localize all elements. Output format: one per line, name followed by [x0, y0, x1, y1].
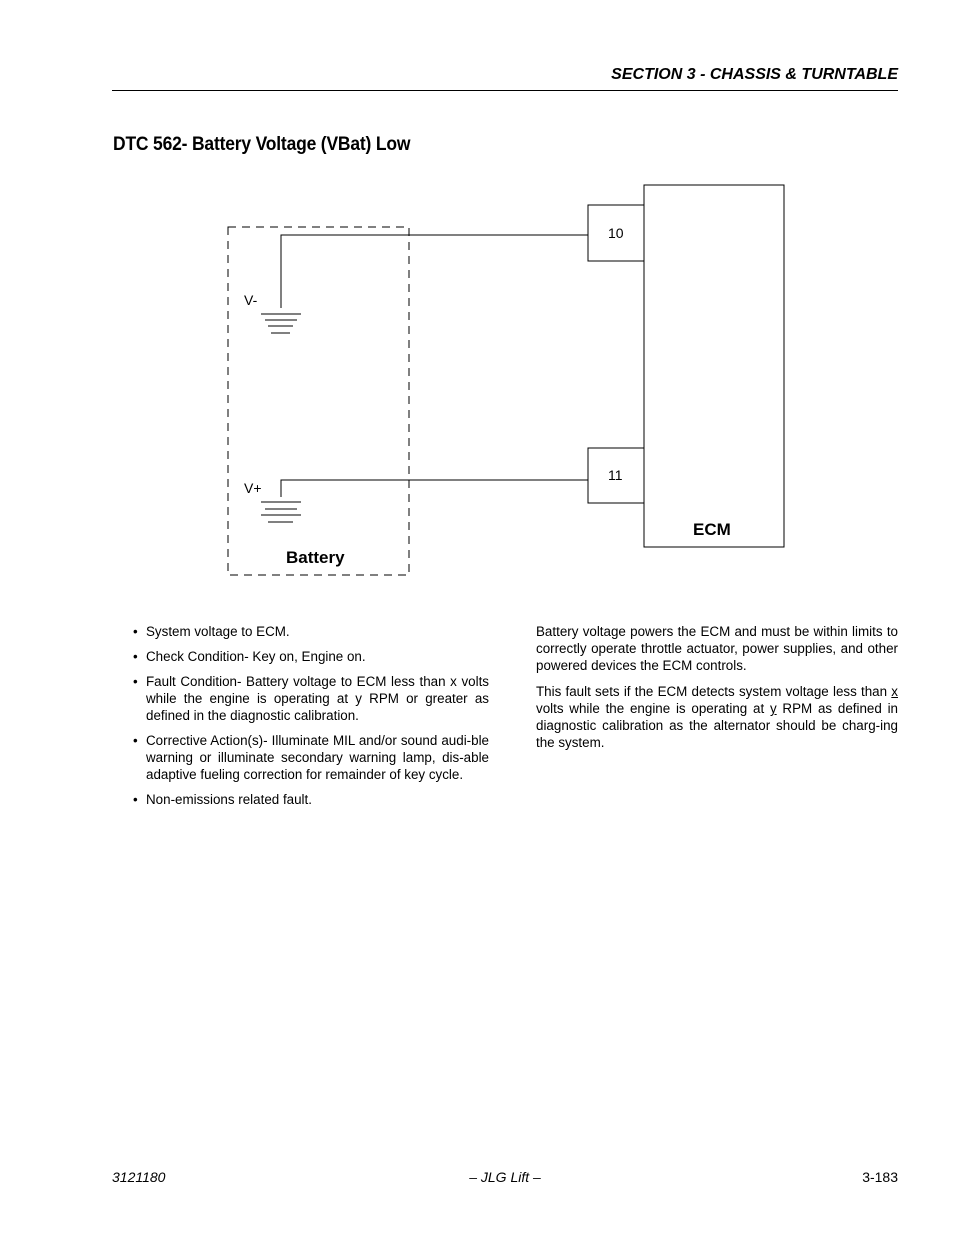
description-paragraph: Battery voltage powers the ECM and must be within limits to correctly operate throttle actuator, power supplies, and other powered devices the ECM controls. — [536, 624, 898, 673]
ecm-label: ECM — [693, 520, 731, 539]
right-column — [536, 623, 898, 760]
page-number: 3-183 — [862, 1169, 898, 1185]
v-plus-label: V+ — [244, 480, 262, 496]
battery-terminal-icon — [261, 502, 301, 522]
list-item: • Non-emissions related fault. — [133, 791, 489, 808]
v-minus-label: V- — [244, 292, 258, 308]
page-title: DTC 562- Battery Voltage (VBat) Low — [113, 134, 411, 155]
wire-v-plus — [281, 480, 588, 497]
pin-11-label: 11 — [608, 467, 623, 483]
left-column — [133, 623, 489, 816]
list-item: • Fault Condition- Battery voltage to ECM less than x volts while the engine is operating at y RPM or greater as defined in the diagnostic calibration. — [133, 673, 489, 724]
doc-number: 3121180 — [112, 1169, 166, 1185]
pin-10-label: 10 — [608, 225, 624, 241]
fault-paragraph: This fault sets if the ECM detects system voltage less than x volts while the engine is operating at y RPM as defined in diagnostic calibration as the alternator should be charg-ing the system. — [536, 684, 898, 750]
section-title: SECTION 3 - CHASSIS & TURNTABLE — [611, 66, 898, 83]
battery-label: Battery — [286, 548, 345, 567]
battery-box — [228, 227, 409, 575]
ecm-box — [644, 185, 784, 547]
list-item: • Check Condition- Key on, Engine on. — [133, 648, 489, 665]
list-item: • Corrective Action(s)- Illuminate MIL and/or sound audi-ble warning or illuminate secondary warning lamp, dis-able adaptive fueling correction for remainder of key cycle. — [133, 732, 489, 783]
publisher: – JLG Lift – — [469, 1169, 541, 1185]
wire-v-minus — [281, 235, 588, 308]
list-item: • System voltage to ECM. — [133, 623, 489, 640]
condition-list — [133, 623, 489, 808]
ground-icon — [261, 314, 301, 333]
